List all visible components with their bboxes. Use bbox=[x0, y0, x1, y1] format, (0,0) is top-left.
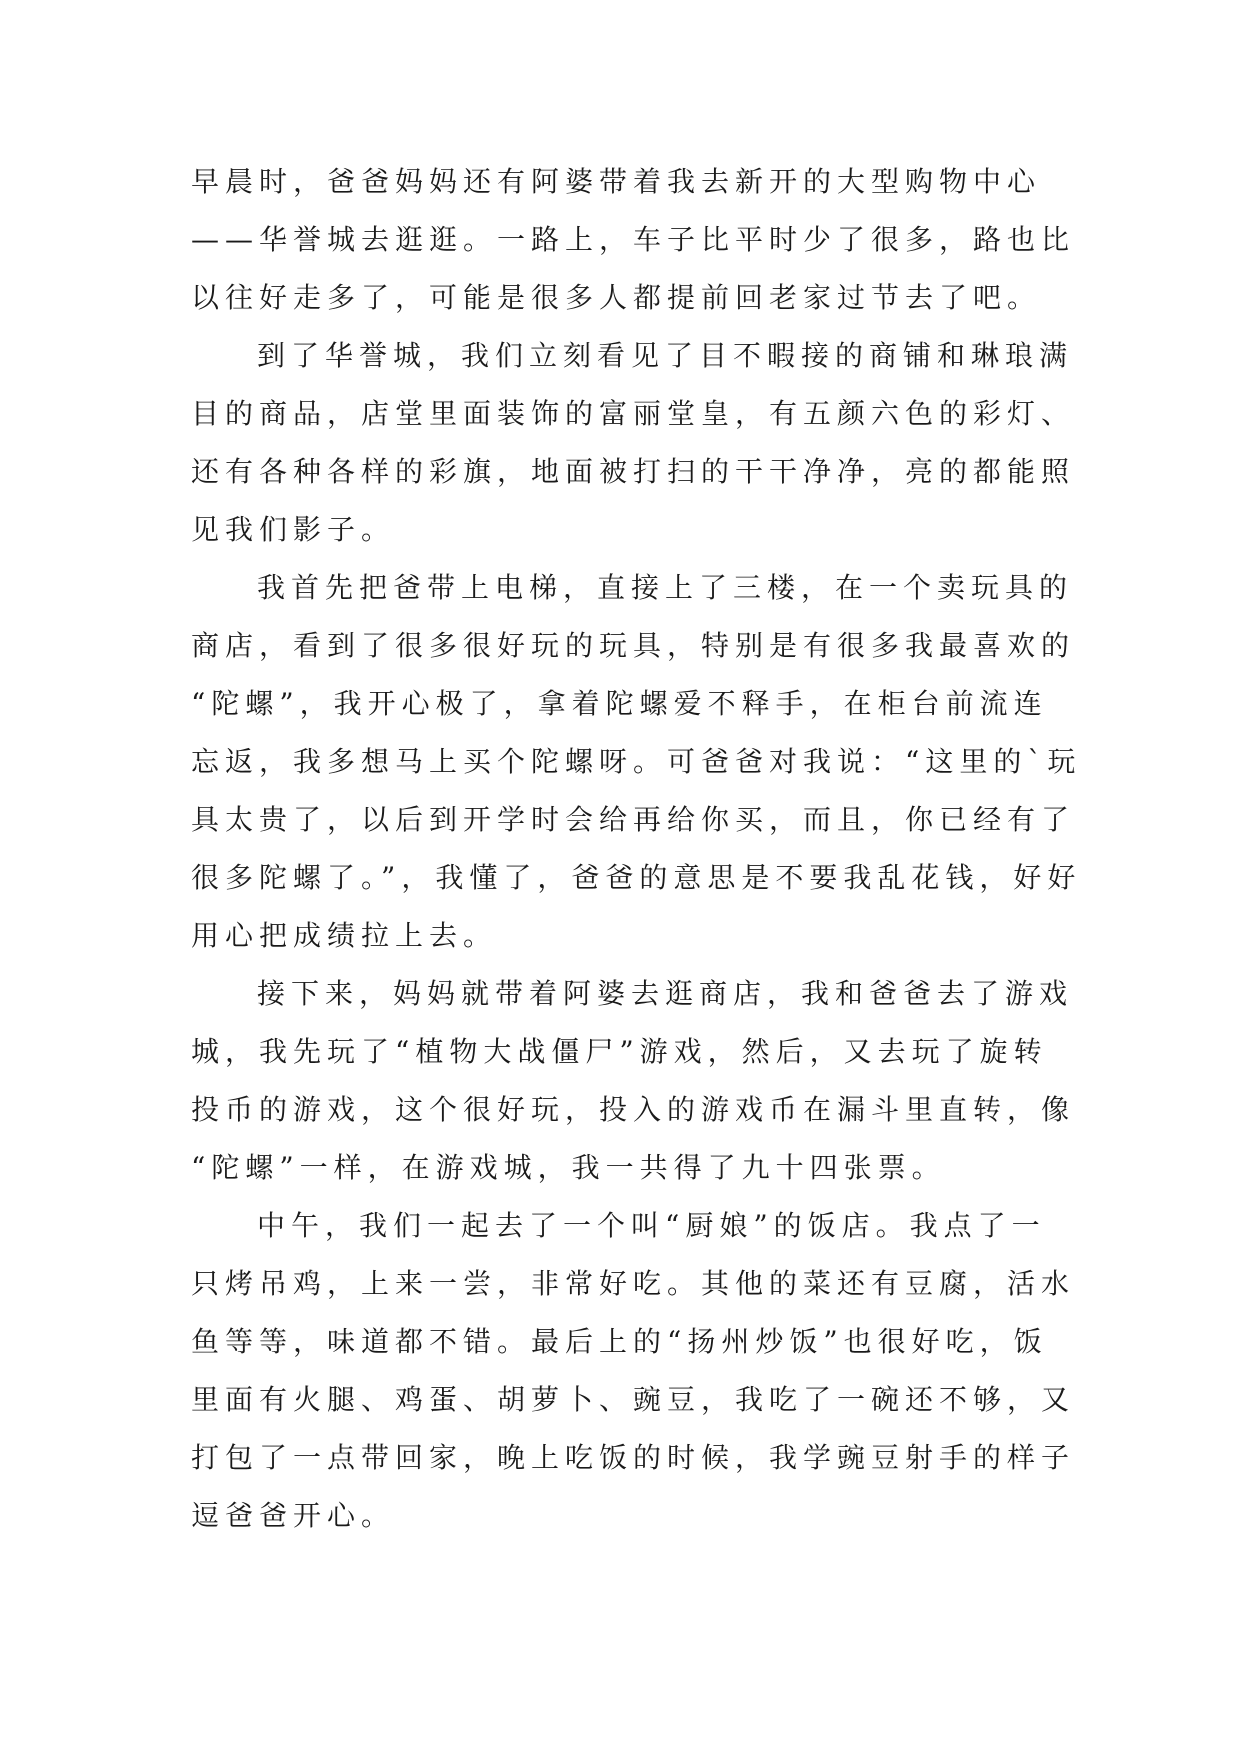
text-line: 商店，看到了很多很好玩的玩具，特别是有很多我最喜欢的 bbox=[191, 629, 1076, 662]
text-line: 目的商品，店堂里面装饰的富丽堂皇，有五颜六色的彩灯、 bbox=[191, 397, 1076, 430]
paragraph-5 bbox=[191, 1197, 1076, 1545]
paragraph-3 bbox=[191, 559, 1082, 965]
text-line: 逗爸爸开心。 bbox=[191, 1499, 396, 1532]
text-line: 到了华誉城，我们立刻看见了目不暇接的商铺和琳琅满 bbox=[257, 339, 1074, 372]
text-line: 见我们影子。 bbox=[191, 513, 396, 546]
paragraph-1 bbox=[191, 153, 1076, 327]
text-line: 很多陀螺了。”，我懂了，爸爸的意思是不要我乱花钱，好好 bbox=[191, 861, 1082, 894]
text-line: “陀螺”一样，在游戏城，我一共得了九十四张票。 bbox=[191, 1151, 946, 1184]
text-line: 打包了一点带回家，晚上吃饭的时候，我学豌豆射手的样子 bbox=[191, 1441, 1076, 1474]
paragraph-2 bbox=[191, 327, 1076, 559]
text-line: “陀螺”，我开心极了，拿着陀螺爱不释手，在柜台前流连 bbox=[191, 687, 1048, 720]
text-line: ——华誉城去逛逛。一路上，车子比平时少了很多，路也比 bbox=[191, 223, 1076, 256]
paragraph-4 bbox=[191, 965, 1076, 1197]
text-line: 我首先把爸带上电梯，直接上了三楼，在一个卖玩具的 bbox=[257, 571, 1074, 604]
text-line: 具太贵了，以后到开学时会给再给你买，而且，你已经有了 bbox=[191, 803, 1076, 836]
text-line: 用心把成绩拉上去。 bbox=[191, 919, 498, 952]
document-body bbox=[191, 153, 1082, 1545]
text-line: 接下来，妈妈就带着阿婆去逛商店，我和爸爸去了游戏 bbox=[257, 977, 1074, 1010]
text-line: 还有各种各样的彩旗，地面被打扫的干干净净，亮的都能照 bbox=[191, 455, 1076, 488]
text-line: 以往好走多了，可能是很多人都提前回老家过节去了吧。 bbox=[191, 281, 1042, 314]
text-line: 里面有火腿、鸡蛋、胡萝卜、豌豆，我吃了一碗还不够，又 bbox=[191, 1383, 1076, 1416]
text-line: 早晨时，爸爸妈妈还有阿婆带着我去新开的大型购物中心 bbox=[191, 165, 1042, 198]
text-line: 忘返，我多想马上买个陀螺呀。可爸爸对我说：“这里的`玩 bbox=[191, 745, 1082, 778]
text-line: 城，我先玩了“植物大战僵尸”游戏，然后，又去玩了旋转 bbox=[191, 1035, 1048, 1068]
text-line: 中午，我们一起去了一个叫“厨娘”的饭店。我点了一 bbox=[257, 1209, 1046, 1242]
text-line: 只烤吊鸡，上来一尝，非常好吃。其他的菜还有豆腐，活水 bbox=[191, 1267, 1076, 1300]
text-line: 鱼等等，味道都不错。最后上的“扬州炒饭”也很好吃，饭 bbox=[191, 1325, 1048, 1358]
text-line: 投币的游戏，这个很好玩，投入的游戏币在漏斗里直转，像 bbox=[191, 1093, 1076, 1126]
